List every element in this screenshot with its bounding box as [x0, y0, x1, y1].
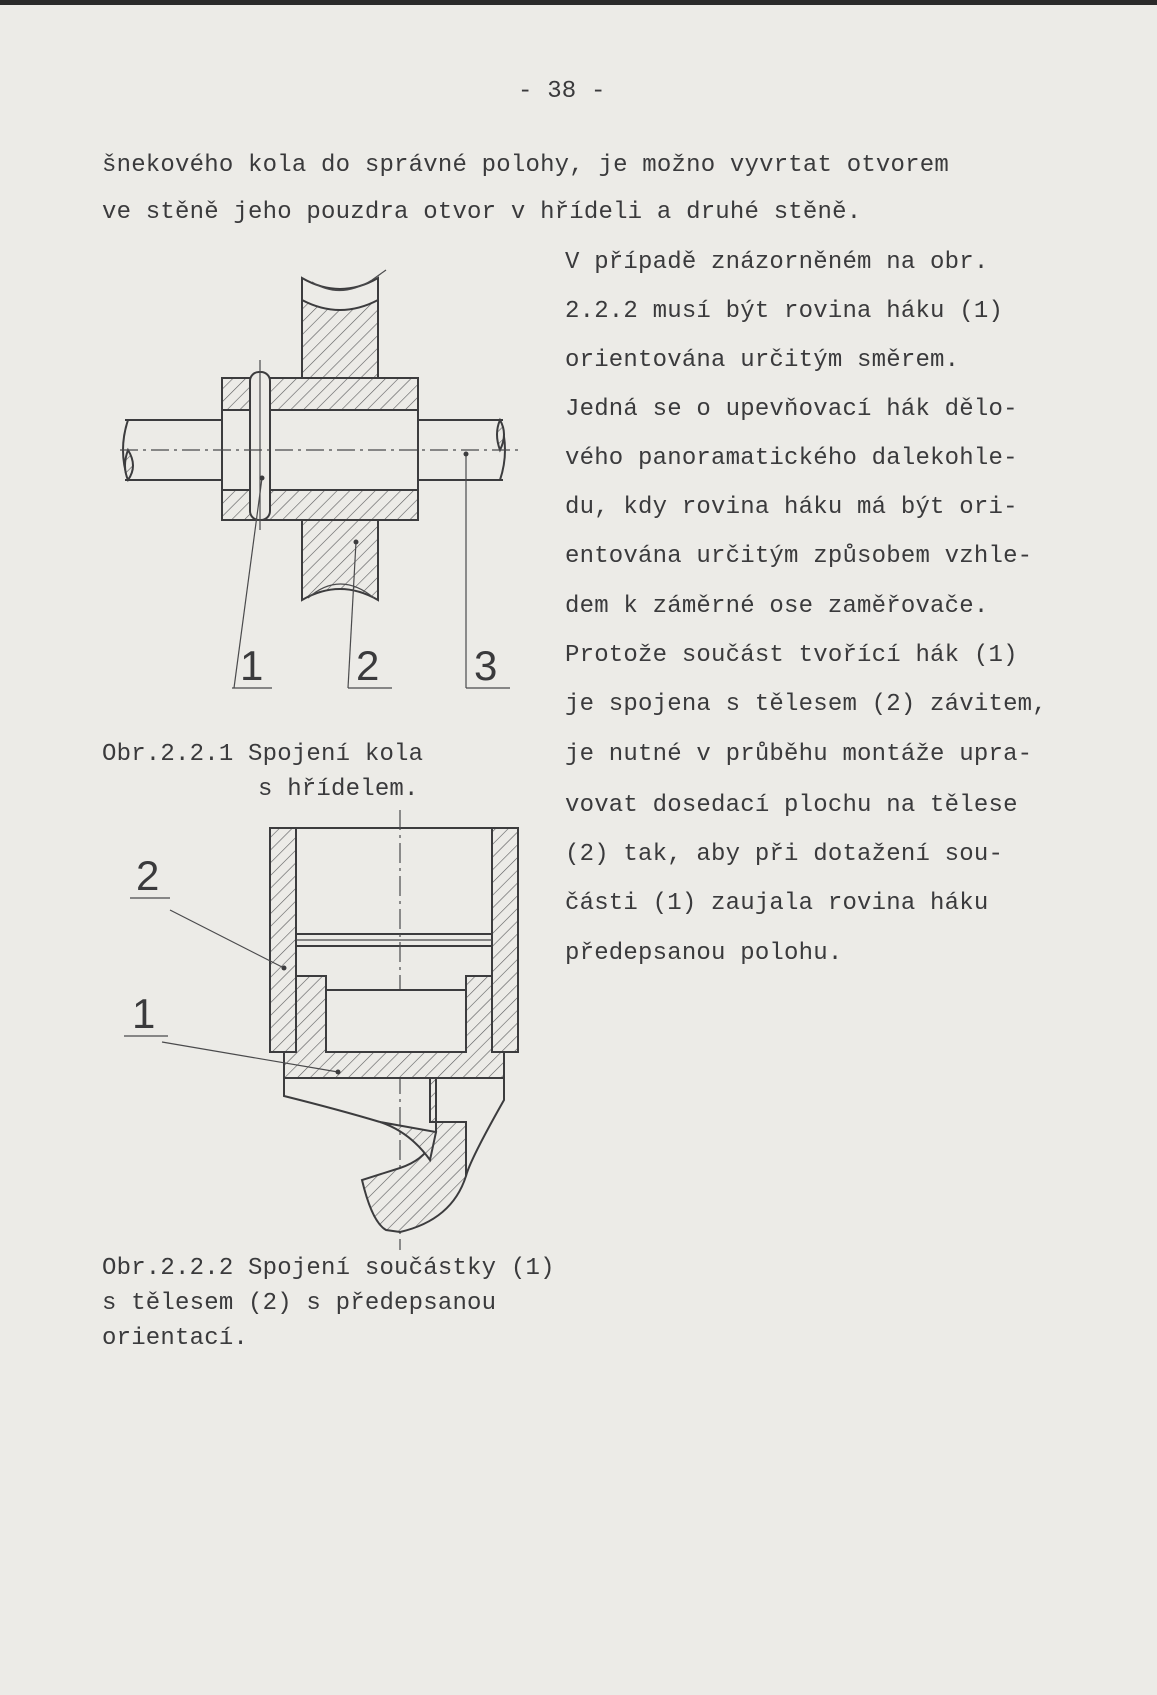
body-line: dem k záměrné ose zaměřovače. [565, 593, 989, 620]
figure1-label-3: 3 [474, 642, 498, 689]
page-number: - 38 - [518, 78, 606, 105]
figure1-label-1: 1 [240, 642, 264, 689]
body-line: du, kdy rovina háku má být ori- [565, 494, 1018, 521]
body-line: vovat dosedací plochu na tělese [565, 792, 1018, 819]
body-line: předepsanou polohu. [565, 940, 843, 967]
figure2-caption-line-3: orientací. [102, 1325, 249, 1352]
body-line: 2.2.2 musí být rovina háku (1) [565, 298, 1004, 325]
figure1-caption-line-1: Obr.2.2.1 Spojení kola [102, 741, 424, 768]
body-line: (2) tak, aby při dotažení sou- [565, 841, 1004, 868]
figure2-caption-line-1: Obr.2.2.2 Spojení součástky (1) [102, 1255, 555, 1282]
body-line: Jedná se o upevňovací hák dělo- [565, 396, 1018, 423]
body-line: orientována určitým směrem. [565, 347, 960, 374]
intro-line-2: ve stěně jeho pouzdra otvor v hřídeli a druhé stěně. [102, 199, 862, 226]
body-line: je spojena s tělesem (2) závitem, [565, 691, 1047, 718]
body-line: entována určitým způsobem vzhle- [565, 543, 1033, 570]
intro-line-1: šnekového kola do správné polohy, je možno vyvrtat otvorem [102, 152, 949, 179]
body-line: vého panoramatického dalekohle- [565, 445, 1018, 472]
body-line: je nutné v průběhu montáže upra- [565, 741, 1033, 768]
body-line: Protože součást tvořící hák (1) [565, 642, 1018, 669]
figure1-caption-line-2: s hřídelem. [258, 776, 419, 803]
body-line: V případě znázorněném na obr. [565, 249, 989, 276]
figure1-label-2: 2 [356, 642, 380, 689]
figure2-label-2: 2 [136, 852, 160, 899]
figure2-label-1: 1 [132, 990, 156, 1037]
figure2-caption-line-2: s tělesem (2) s předepsanou [102, 1290, 497, 1317]
body-line: části (1) zaujala rovina háku [565, 890, 989, 917]
